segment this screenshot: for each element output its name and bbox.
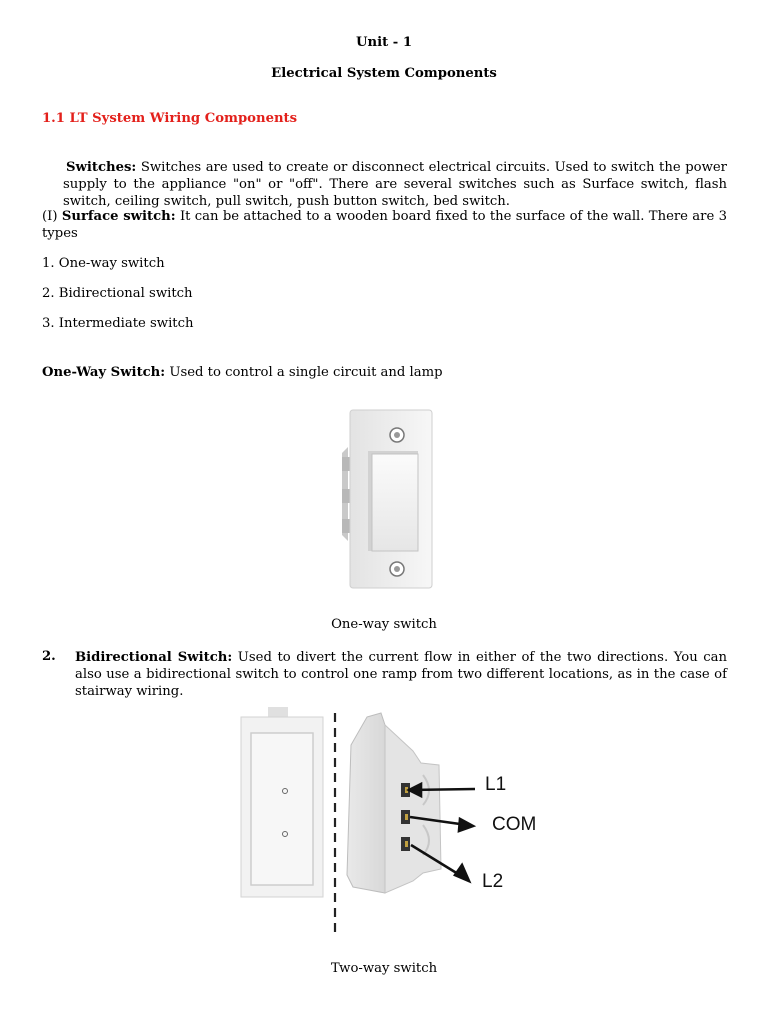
- oneway-caption: One-way switch: [331, 617, 437, 632]
- bidir-term: Bidirectional Switch:: [75, 650, 233, 665]
- type-item-3: 3. Intermediate switch: [42, 316, 194, 331]
- surface-term: Surface switch:: [61, 209, 176, 224]
- bidir-number: 2.: [42, 649, 56, 664]
- label-l2: L2: [482, 871, 504, 892]
- switches-text: Switches are used to create or disconnect electrical circuits. Used to switch the power supply to the appliance "on" or "off". There are several switches such as Surface switch, flash switch, ceiling switch, pull switch, push button switch, bed switch.: [63, 160, 727, 209]
- oneway-paragraph: [42, 365, 443, 380]
- type-item-1: 1. One-way switch: [42, 256, 165, 271]
- oneway-text: Used to control a single circuit and lamp: [165, 365, 443, 380]
- com-arrow-head: [459, 819, 473, 831]
- unit-title: Unit - 1: [355, 35, 413, 50]
- twoway-side-view: [347, 713, 441, 893]
- label-l1: L1: [485, 774, 507, 795]
- surface-text: It can be attached to a wooden board fixed to the surface of the wall. There are 3 types: [42, 209, 727, 241]
- page-title: Electrical System Components: [271, 66, 497, 81]
- label-com: COM: [492, 814, 537, 835]
- switches-term: Switches:: [66, 160, 137, 175]
- twoway-caption: Two-way switch: [330, 961, 438, 976]
- section-heading: 1.1 LT System Wiring Components: [42, 111, 298, 126]
- bidir-paragraph: [75, 649, 727, 700]
- twoway-front-view: [241, 707, 323, 897]
- surface-switch-paragraph: [42, 208, 727, 242]
- oneway-switch-image: [338, 405, 438, 595]
- twoway-switch-figure: [235, 705, 545, 940]
- bidir-text: Used to divert the current flow in either of the two directions. You can also use a bidirectional switch to control one ramp from two different locations, as in the case of stairway wiring.: [75, 650, 727, 699]
- surface-prefix: (I): [42, 209, 62, 224]
- switches-paragraph: [63, 159, 727, 210]
- l2-arrow-head: [455, 865, 469, 881]
- type-item-2: 2. Bidirectional switch: [42, 286, 193, 301]
- oneway-term: One-Way Switch:: [42, 365, 166, 380]
